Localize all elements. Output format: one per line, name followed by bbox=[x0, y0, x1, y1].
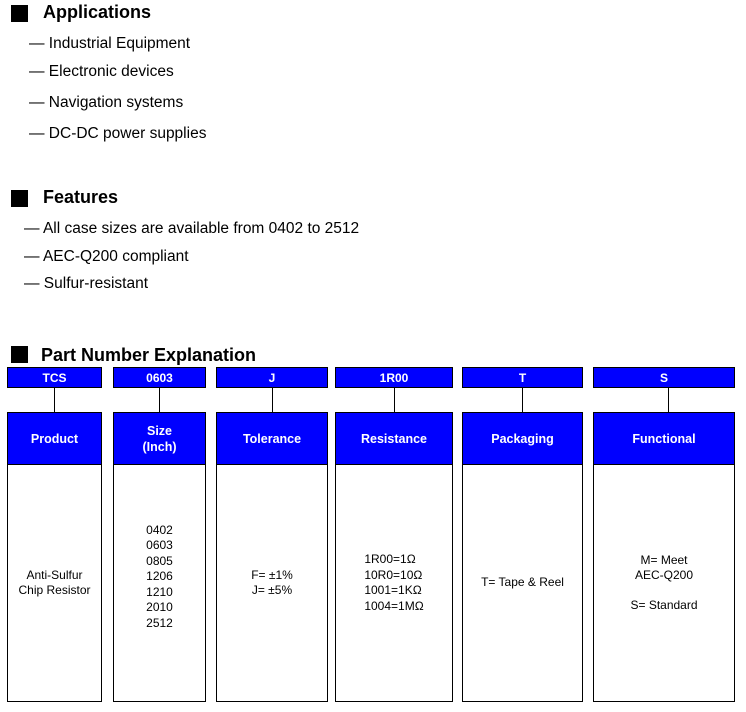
packaging-body bbox=[463, 465, 582, 701]
functional-line: M= Meet bbox=[640, 552, 688, 567]
resistance-line: 1R00=1Ω bbox=[364, 552, 416, 566]
tolerance-line: J= ±5% bbox=[251, 583, 293, 597]
packaging-column bbox=[462, 412, 583, 702]
size-line: 0402 bbox=[146, 522, 173, 537]
resistance-line: 1004=1MΩ bbox=[364, 598, 424, 613]
functional-column bbox=[593, 412, 735, 702]
connector-line bbox=[272, 388, 273, 412]
code-box-tolerance: J bbox=[216, 367, 328, 388]
code-box-resistance: 1R00 bbox=[335, 367, 453, 388]
code-box-packaging: T bbox=[462, 367, 583, 388]
list-item: — Sulfur-resistant bbox=[24, 275, 149, 292]
functional-line: S= Standard bbox=[630, 597, 698, 612]
list-item: — Navigation systems bbox=[29, 94, 184, 111]
size-header: Size (Inch) bbox=[114, 413, 205, 465]
resistance-body bbox=[336, 465, 452, 701]
size-column bbox=[113, 412, 206, 702]
resistance-line: 1001=1KΩ bbox=[364, 583, 422, 597]
tolerance-header: Tolerance bbox=[217, 413, 327, 465]
list-item: — Industrial Equipment bbox=[29, 35, 191, 52]
product-header: Product bbox=[8, 413, 101, 465]
applications-heading: Applications bbox=[43, 2, 152, 22]
size-line: 2512 bbox=[146, 615, 173, 630]
list-item: — Electronic devices bbox=[29, 63, 174, 80]
connector-line bbox=[394, 388, 395, 412]
resistance-line: 10R0=10Ω bbox=[364, 567, 423, 582]
section-bullet-square bbox=[11, 5, 28, 22]
tolerance-column bbox=[216, 412, 328, 702]
functional-body bbox=[594, 465, 734, 701]
resistance-column bbox=[335, 412, 453, 702]
code-box-size: 0603 bbox=[113, 367, 206, 388]
functional-line: AEC-Q200 bbox=[634, 568, 694, 583]
section-bullet-square bbox=[11, 190, 28, 207]
resistance-header: Resistance bbox=[336, 413, 452, 465]
packaging-line: T= Tape & Reel bbox=[481, 575, 564, 590]
connector-line bbox=[522, 388, 523, 412]
code-box-functional: S bbox=[593, 367, 735, 388]
size-line: 0603 bbox=[146, 538, 173, 553]
features-heading: Features bbox=[43, 187, 119, 207]
size-body bbox=[114, 465, 205, 701]
part-number-heading: Part Number Explanation bbox=[41, 345, 257, 365]
connector-line bbox=[668, 388, 669, 412]
functional-header: Functional bbox=[594, 413, 734, 465]
tolerance-line: F= ±1% bbox=[251, 567, 293, 582]
connector-line bbox=[159, 388, 160, 412]
list-item: — AEC-Q200 compliant bbox=[24, 248, 189, 265]
product-line: Anti-Sulfur bbox=[26, 567, 83, 582]
size-line: 0805 bbox=[146, 553, 173, 568]
code-box-tcs: TCS bbox=[7, 367, 102, 388]
connector-line bbox=[54, 388, 55, 412]
packaging-header: Packaging bbox=[463, 413, 582, 465]
product-body bbox=[8, 465, 101, 701]
tolerance-body bbox=[217, 465, 327, 701]
list-item: — DC-DC power supplies bbox=[29, 125, 207, 142]
product-column bbox=[7, 412, 102, 702]
size-line: 2010 bbox=[146, 600, 173, 615]
size-line: 1206 bbox=[146, 569, 173, 584]
section-bullet-square bbox=[11, 346, 28, 363]
list-item: — All case sizes are available from 0402 to 2512 bbox=[24, 220, 360, 237]
product-line: Chip Resistor bbox=[18, 583, 91, 597]
size-line: 1210 bbox=[146, 584, 173, 599]
